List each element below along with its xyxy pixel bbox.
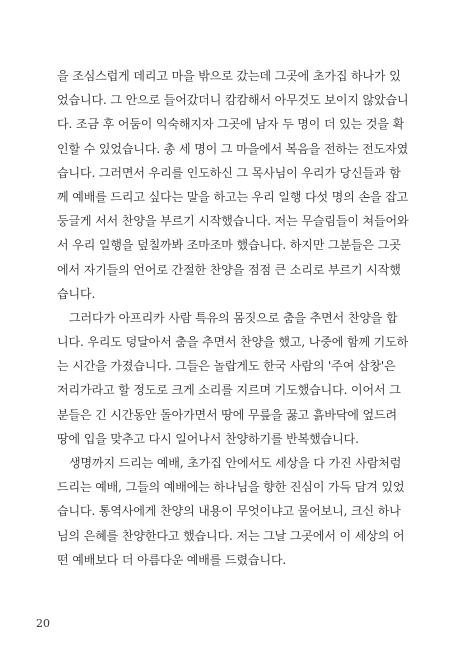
text-line: 저리가라고 할 정도로 크게 소리를 지르며 기도했습니다. 이어서 그 (57, 383, 401, 398)
text-line: 생명까지 드리는 예배, 초가집 안에서도 세상을 다 가진 사람처럼 (69, 456, 402, 470)
text-line: 는 시간을 가졌습니다. 그들은 놀랍게도 한국 사람의 '주여 삼창'은 (57, 359, 396, 374)
text-line: 떤 예배보다 더 아름다운 예배를 드렸습니다. (57, 552, 287, 567)
text-line: 니다. 우리도 덩달아서 춤을 추면서 찬양을 했고, 나중에 함께 기도하 (57, 335, 409, 350)
text-line: 서 우리 일행을 덮칠까봐 조마조마 했습니다. 하지만 그분들은 그곳 (57, 238, 401, 253)
text-line: 둥글게 서서 찬양을 부르기 시작했습니다. 저는 무슬림들이 쳐들어와 (57, 214, 409, 229)
page-number: 20 (36, 617, 50, 630)
text-line: 님의 은혜를 찬양한다고 했습니다. 저는 그날 그곳에서 이 세상의 어 (57, 528, 405, 543)
text-line: 분들은 긴 시간동안 돌아가면서 땅에 무릎을 꿇고 흙바닥에 엎드려 (57, 407, 398, 422)
text-line: 을 조심스럽게 데리고 마을 밖으로 갔는데 그곳에 초가집 하나가 있 (57, 69, 401, 83)
body-text (57, 64, 413, 572)
text-line: 습니다. 통역사에게 찬양의 내용이 무엇이냐고 물어보니, 크신 하나 (57, 504, 401, 519)
text-line: 습니다. 그러면서 우리를 인도하신 그 목사님이 우리가 당신들과 함 (57, 165, 401, 180)
text-line: 었습니다. 그 안으로 들어갔더니 캄캄해서 아무것도 보이지 않았습니 (57, 93, 409, 108)
text-line: 인할 수 있었습니다. 총 세 명이 그 마을에서 복음을 전하는 전도자였 (57, 141, 409, 156)
text-line: 께 예배를 드리고 싶다는 말을 하고는 우리 일행 다섯 명의 손을 잡고 (57, 189, 409, 204)
text-line: 습니다. (57, 286, 96, 301)
text-line: 드리는 예배, 그들의 예배에는 하나님을 향한 진심이 가득 담겨 있었 (57, 480, 405, 495)
text-line: 땅에 입을 맞추고 다시 일어나서 찬양하기를 반복했습니다. (57, 431, 359, 446)
text-line: 다. 조금 후 어둠이 익숙해지자 그곳에 남자 두 명이 더 있는 것을 확 (57, 117, 405, 132)
text-line: 그러다가 아프리카 사람 특유의 몸짓으로 춤을 추면서 찬양을 합 (69, 310, 398, 325)
text-line: 에서 자기들의 언어로 간절한 찬양을 점점 큰 소리로 부르기 시작했 (57, 262, 401, 277)
